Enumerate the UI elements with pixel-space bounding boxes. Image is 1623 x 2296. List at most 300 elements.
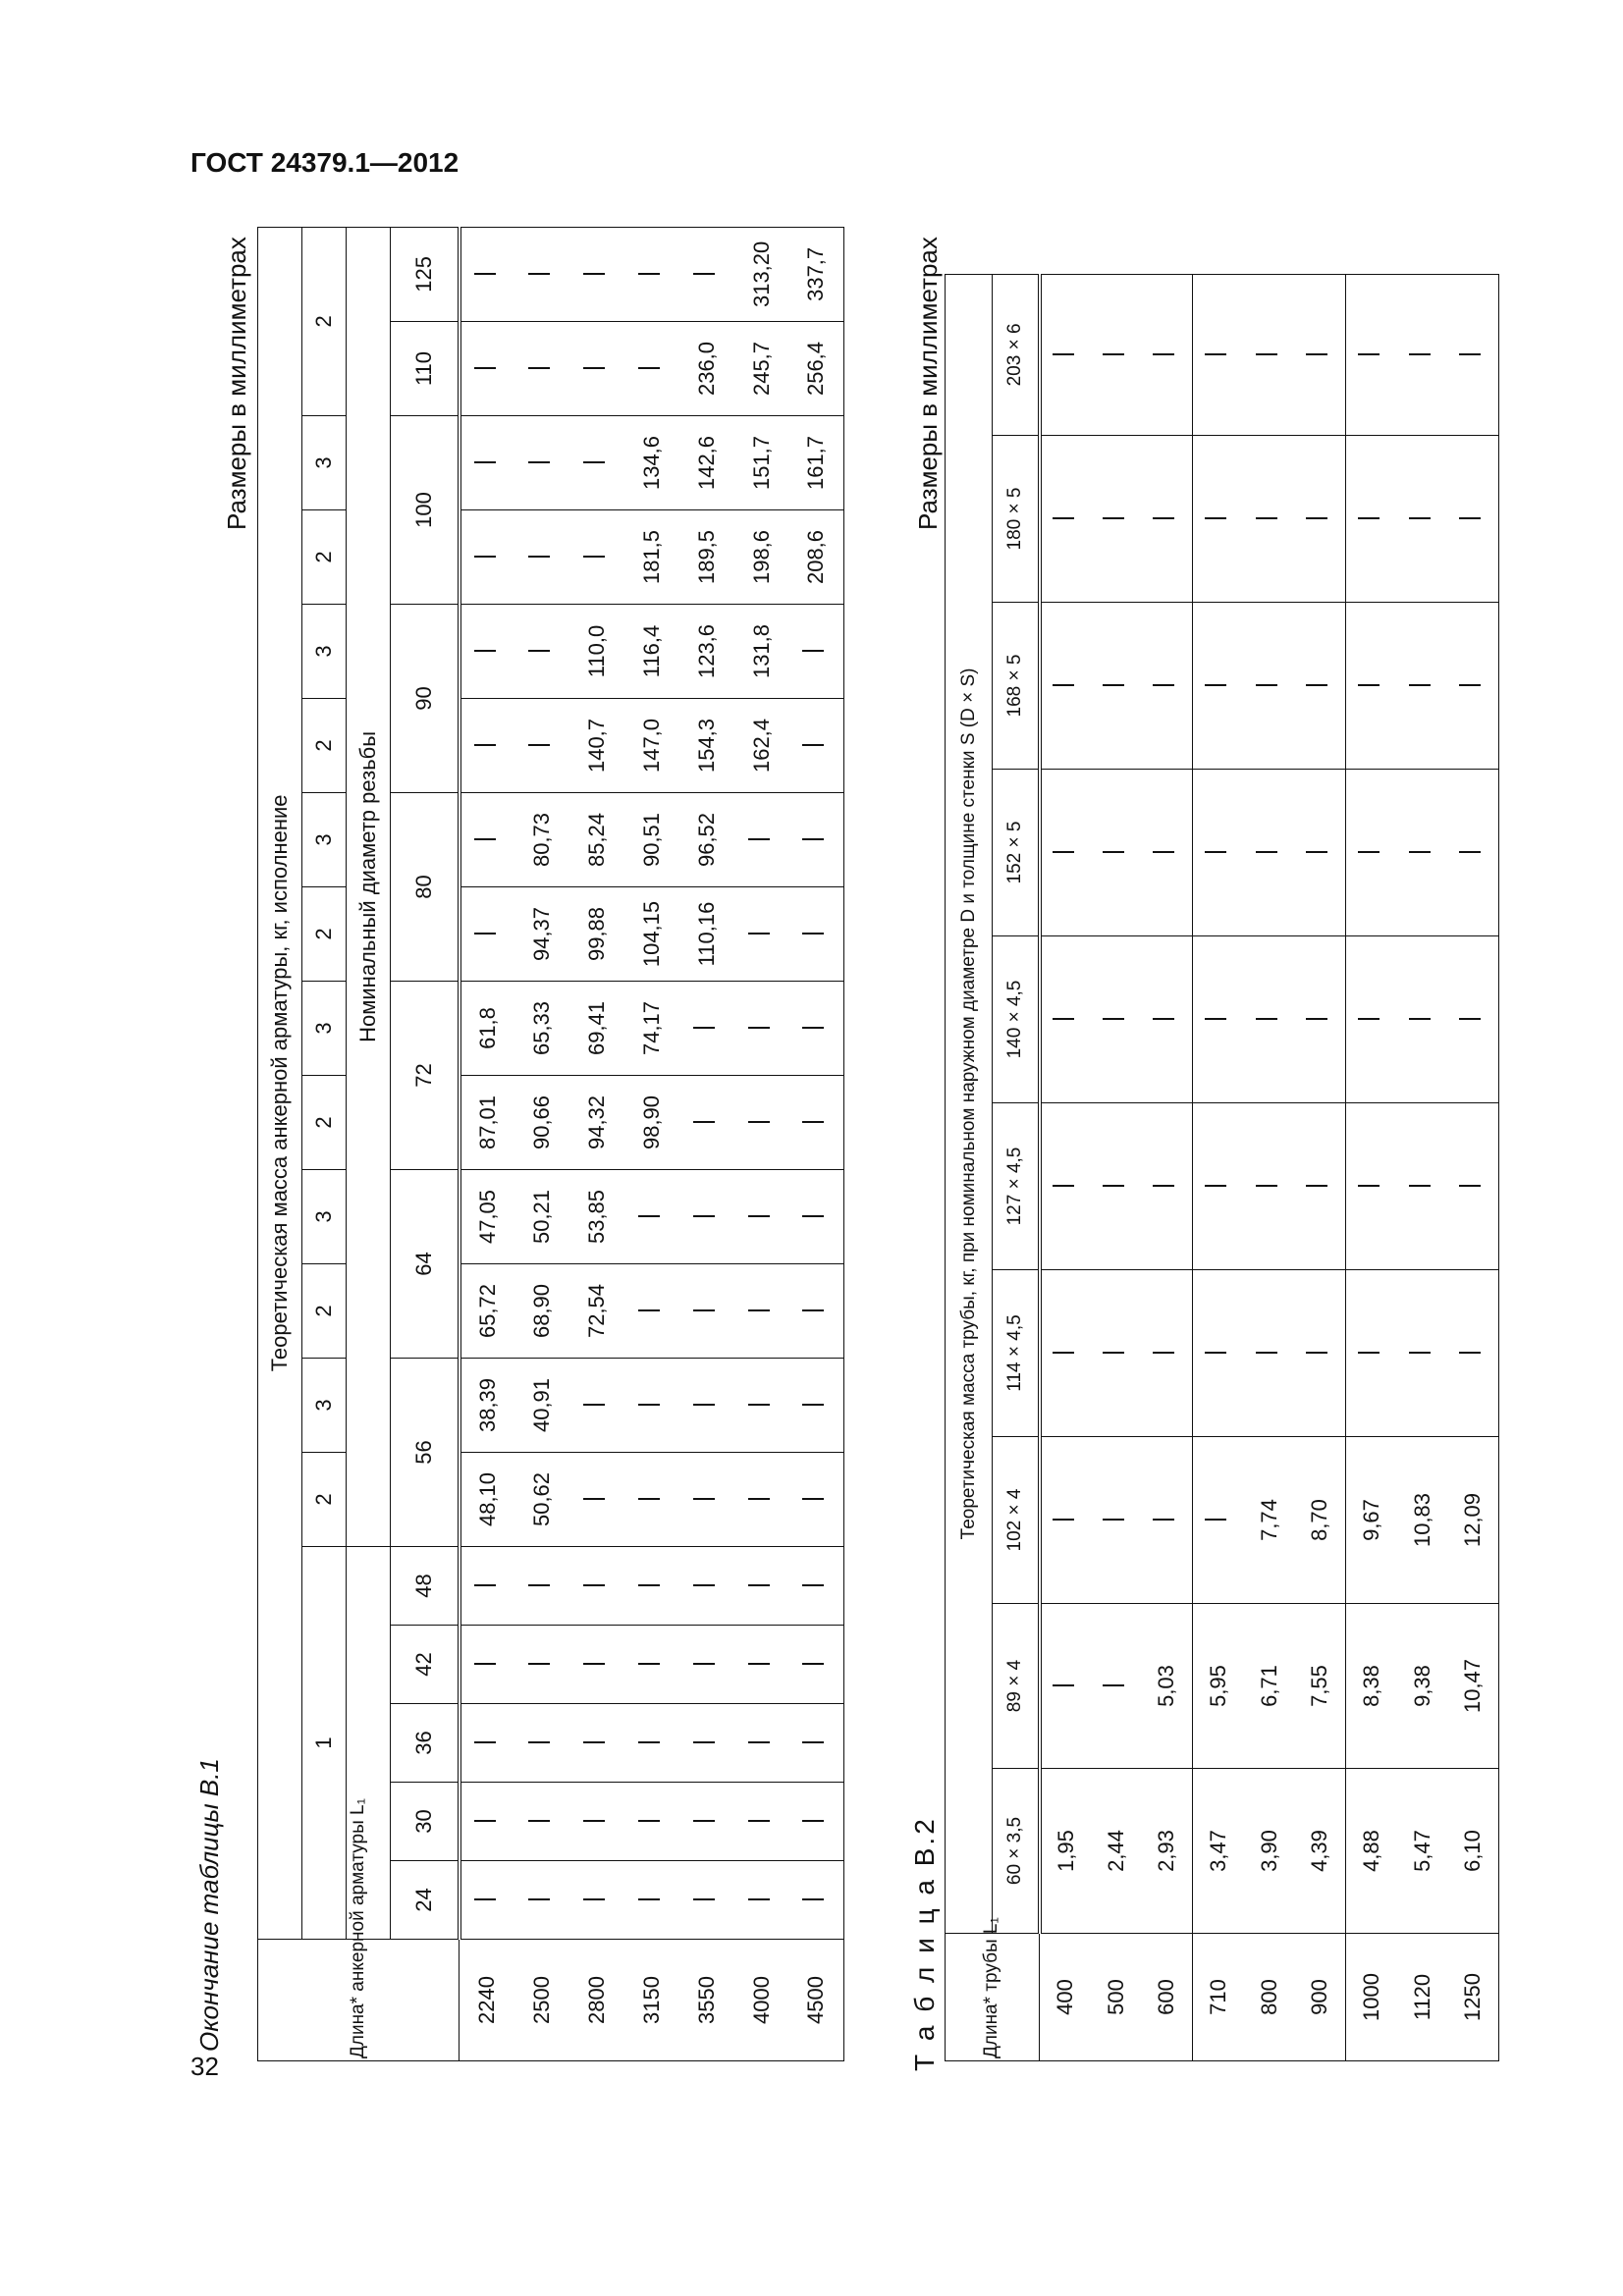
dash-mark: [638, 1310, 660, 1312]
table-cell: 208,6: [789, 510, 844, 605]
dash-mark: [1103, 852, 1124, 854]
table2-units: Размеры в миллиметрах: [913, 237, 943, 530]
table-cell: 162,4: [734, 699, 789, 793]
table-cell: [1091, 1270, 1142, 1437]
table-cell: [789, 1547, 844, 1626]
table-cell: [569, 227, 624, 321]
table-cell: 90,66: [514, 1076, 569, 1170]
table-cell: 12,09: [1448, 1437, 1499, 1604]
table-cell: [624, 1170, 679, 1264]
table-row: [569, 227, 624, 2060]
dash-mark: [638, 1499, 660, 1501]
table-cell: [789, 1783, 844, 1861]
table-cell: 40,91: [514, 1359, 569, 1453]
table-cell: 4,88: [1346, 1769, 1397, 1934]
dash-mark: [583, 1742, 605, 1744]
table-cell: [789, 1264, 844, 1359]
table-cell: [1295, 770, 1346, 936]
table-cell: [1091, 603, 1142, 770]
table-cell: [734, 1783, 789, 1861]
dash-mark: [638, 1405, 660, 1407]
dash-mark: [1053, 1019, 1074, 1021]
row-length: 4000: [734, 1940, 789, 2061]
table-cell: [1142, 603, 1193, 770]
table-cell: 90,51: [624, 793, 679, 887]
table-cell: [1295, 274, 1346, 435]
table-cell: [624, 1704, 679, 1783]
table-cell: 50,21: [514, 1170, 569, 1264]
dash-mark: [802, 1899, 824, 1901]
dash-mark: [1205, 685, 1226, 687]
table-cell: [624, 1359, 679, 1453]
table-cell: 147,0: [624, 699, 679, 793]
table-row: [624, 227, 679, 2060]
dash-mark: [638, 368, 660, 370]
table2-body: [1040, 274, 1499, 2060]
dash-mark: [1153, 685, 1174, 687]
dash-mark: [1153, 1186, 1174, 1188]
table-cell: [460, 1783, 514, 1861]
table-cell: 94,32: [569, 1076, 624, 1170]
table-cell: [1295, 1270, 1346, 1437]
table-row: [1091, 274, 1142, 2060]
dash-mark: [748, 1585, 770, 1587]
table1-length-header: Длина* анкерной арматуры L₁: [258, 1940, 460, 2061]
dash-mark: [1053, 353, 1074, 355]
dash-mark: [1459, 518, 1481, 520]
table-cell: 140,7: [569, 699, 624, 793]
table-cell: [1091, 1604, 1142, 1769]
table-cell: 154,3: [679, 699, 734, 793]
table1-body: [460, 227, 844, 2060]
dash-mark: [693, 1664, 715, 1666]
row-length: 400: [1040, 1934, 1091, 2061]
table1-group-header: Теоретическая масса анкерной арматуры, кг, исполнение: [258, 227, 302, 1939]
table-cell: [1397, 770, 1448, 936]
row-length: 4500: [789, 1940, 844, 2061]
column-header: 203 × 6: [993, 274, 1040, 435]
dash-mark: [583, 1499, 605, 1501]
table-cell: 116,4: [624, 605, 679, 699]
table-cell: 74,17: [624, 982, 679, 1076]
table-cell: [1040, 436, 1091, 603]
dash-mark: [1256, 852, 1277, 854]
dash-mark: [1103, 1685, 1124, 1687]
table-cell: [514, 605, 569, 699]
table-cell: [1193, 1270, 1244, 1437]
table-row: [514, 227, 569, 2060]
table-cell: [734, 1704, 789, 1783]
table-cell: [569, 416, 624, 510]
dash-mark: [528, 1821, 550, 1823]
dash-mark: [638, 1742, 660, 1744]
table-cell: [1346, 436, 1397, 603]
dash-mark: [638, 1899, 660, 1901]
table-cell: [679, 1704, 734, 1783]
table-cell: [460, 1704, 514, 1783]
row-length: 800: [1244, 1934, 1295, 2061]
table-cell: [1142, 770, 1193, 936]
dash-mark: [748, 1499, 770, 1501]
dash-mark: [528, 557, 550, 559]
table-cell: [514, 1626, 569, 1704]
table-cell: [1346, 1270, 1397, 1437]
dash-mark: [693, 1499, 715, 1501]
dash-mark: [693, 1216, 715, 1218]
table-cell: [460, 227, 514, 321]
dash-mark: [1053, 1353, 1074, 1355]
table-cell: 10,47: [1448, 1604, 1499, 1769]
table-cell: [1193, 436, 1244, 603]
table-cell: [569, 322, 624, 416]
table-cell: [514, 1861, 569, 1940]
dash-mark: [1358, 852, 1380, 854]
table-cell: [1142, 436, 1193, 603]
dash-mark: [638, 1821, 660, 1823]
dash-mark: [748, 839, 770, 841]
dash-mark: [802, 1028, 824, 1030]
table-cell: [679, 1264, 734, 1359]
table-cell: [460, 510, 514, 605]
dash-mark: [748, 1664, 770, 1666]
dash-mark: [1306, 518, 1327, 520]
table-cell: 134,6: [624, 416, 679, 510]
table-cell: [460, 605, 514, 699]
table-cell: [1448, 274, 1499, 435]
dash-mark: [1256, 685, 1277, 687]
dash-mark: [1205, 1019, 1226, 1021]
table-cell: [569, 1704, 624, 1783]
row-length: 1000: [1346, 1934, 1397, 2061]
table-cell: 7,55: [1295, 1604, 1346, 1769]
table-cell: 245,7: [734, 322, 789, 416]
table-cell: [1040, 274, 1091, 435]
table2-group-header: Теоретическая масса трубы, кг, при номинальном наружном диаметре D и толщине стенки S (D × S): [946, 274, 993, 1933]
table-cell: [1040, 603, 1091, 770]
table-cell: [1091, 936, 1142, 1103]
row-length: 710: [1193, 1934, 1244, 2061]
table-cell: 65,72: [460, 1264, 514, 1359]
dash-mark: [1205, 1186, 1226, 1188]
table-cell: 47,05: [460, 1170, 514, 1264]
dash-mark: [1153, 518, 1174, 520]
table-cell: [624, 322, 679, 416]
table-row: [679, 227, 734, 2060]
table-cell: [789, 1076, 844, 1170]
table-cell: 3,47: [1193, 1769, 1244, 1934]
table-cell: [679, 1861, 734, 1940]
table-cell: [1346, 936, 1397, 1103]
table-cell: [789, 887, 844, 982]
table-cell: [1295, 436, 1346, 603]
table-cell: [789, 1453, 844, 1547]
dash-mark: [638, 273, 660, 275]
column-header: 89 × 4: [993, 1604, 1040, 1769]
dash-mark: [1459, 1019, 1481, 1021]
table-row: [1193, 274, 1244, 2060]
dash-mark: [693, 1122, 715, 1124]
table-cell: 6,71: [1244, 1604, 1295, 1769]
dash-mark: [1358, 1019, 1380, 1021]
table-cell: [789, 982, 844, 1076]
dash-mark: [802, 1122, 824, 1124]
table-cell: [679, 1626, 734, 1704]
dash-mark: [528, 462, 550, 464]
table-cell: [1193, 603, 1244, 770]
dash-mark: [1205, 1520, 1226, 1522]
table1-units: Размеры в миллиметрах: [222, 237, 251, 530]
table-row: [460, 227, 514, 2060]
dash-mark: [1053, 852, 1074, 854]
table-cell: [569, 1861, 624, 1940]
column-header: 60 × 3,5: [993, 1769, 1040, 1934]
table-cell: [569, 1547, 624, 1626]
dash-mark: [528, 745, 550, 747]
table-cell: [1040, 1270, 1091, 1437]
dash-mark: [748, 1216, 770, 1218]
dash-mark: [1103, 1353, 1124, 1355]
dash-mark: [474, 934, 496, 935]
table-cell: [1244, 936, 1295, 1103]
dash-mark: [474, 1664, 496, 1666]
dash-mark: [1459, 852, 1481, 854]
dash-mark: [474, 651, 496, 653]
dash-mark: [1306, 685, 1327, 687]
table-cell: [1193, 770, 1244, 936]
table2-length-header: Длина* трубы L₁: [946, 1934, 1040, 2061]
dash-mark: [1306, 353, 1327, 355]
table2: [945, 274, 1499, 2061]
table-cell: [514, 1547, 569, 1626]
dash-mark: [528, 651, 550, 653]
dash-mark: [1409, 685, 1431, 687]
table-cell: [1397, 274, 1448, 435]
table-cell: [734, 887, 789, 982]
table-cell: [1193, 274, 1244, 435]
dash-mark: [583, 1821, 605, 1823]
table-cell: [514, 416, 569, 510]
table1-caption: Окончание таблицы В.1: [194, 1758, 224, 2052]
table-cell: [514, 227, 569, 321]
table-cell: 85,24: [569, 793, 624, 887]
dash-mark: [693, 1310, 715, 1312]
table-cell: 99,88: [569, 887, 624, 982]
dash-mark: [802, 839, 824, 841]
table-cell: [1397, 936, 1448, 1103]
dash-mark: [1358, 518, 1380, 520]
dash-mark: [802, 1216, 824, 1218]
dash-mark: [802, 1405, 824, 1407]
dash-mark: [802, 1499, 824, 1501]
dash-mark: [1409, 353, 1431, 355]
dash-mark: [1306, 1353, 1327, 1355]
table-cell: [1142, 1437, 1193, 1604]
dash-mark: [1205, 353, 1226, 355]
table-cell: [514, 1704, 569, 1783]
table-cell: [734, 1453, 789, 1547]
table-cell: 7,74: [1244, 1437, 1295, 1604]
table-cell: 110,0: [569, 605, 624, 699]
dash-mark: [528, 1899, 550, 1901]
table-cell: 142,6: [679, 416, 734, 510]
column-header: 180 × 5: [993, 436, 1040, 603]
table-cell: [789, 1170, 844, 1264]
table-cell: [789, 1359, 844, 1453]
dash-mark: [1256, 353, 1277, 355]
column-header: 102 × 4: [993, 1437, 1040, 1604]
table-cell: 8,38: [1346, 1604, 1397, 1769]
dash-mark: [1358, 1353, 1380, 1355]
table-cell: [789, 1704, 844, 1783]
table-cell: [734, 982, 789, 1076]
dash-mark: [1256, 518, 1277, 520]
dash-mark: [1256, 1186, 1277, 1188]
dash-mark: [528, 1742, 550, 1744]
table-cell: 131,8: [734, 605, 789, 699]
table-cell: 189,5: [679, 510, 734, 605]
table-cell: [1346, 1103, 1397, 1270]
table-cell: [1091, 1437, 1142, 1604]
table-cell: [789, 793, 844, 887]
table-cell: 198,6: [734, 510, 789, 605]
table-cell: 123,6: [679, 605, 734, 699]
table-cell: [1040, 936, 1091, 1103]
table-cell: [1244, 1103, 1295, 1270]
dash-mark: [474, 839, 496, 841]
table-cell: 50,62: [514, 1453, 569, 1547]
table-row: [1040, 274, 1091, 2060]
table-cell: [1142, 1270, 1193, 1437]
dash-mark: [474, 557, 496, 559]
table-cell: [1397, 1103, 1448, 1270]
table-cell: [679, 982, 734, 1076]
table-cell: 337,7: [789, 227, 844, 321]
table-cell: [569, 1359, 624, 1453]
table-cell: [679, 1359, 734, 1453]
table-cell: [789, 1626, 844, 1704]
dash-mark: [1153, 1520, 1174, 1522]
dash-mark: [528, 368, 550, 370]
dash-mark: [528, 273, 550, 275]
table-cell: [1295, 1103, 1346, 1270]
table-cell: 9,67: [1346, 1437, 1397, 1604]
table-cell: [1397, 1270, 1448, 1437]
table-cell: [569, 1626, 624, 1704]
table-row: [1448, 274, 1499, 2060]
table1-exec1: 1: [302, 1547, 347, 1940]
table-cell: [734, 1359, 789, 1453]
table-cell: [1244, 770, 1295, 936]
dash-mark: [802, 1664, 824, 1666]
table1-container: [257, 227, 844, 2061]
dash-mark: [1459, 685, 1481, 687]
table-cell: [1448, 770, 1499, 936]
table1-exec2: 2: [302, 227, 347, 415]
dash-mark: [583, 368, 605, 370]
table-cell: [514, 699, 569, 793]
dash-mark: [1256, 1019, 1277, 1021]
table-cell: [1091, 1103, 1142, 1270]
table-cell: 69,41: [569, 982, 624, 1076]
dash-mark: [1103, 353, 1124, 355]
dash-mark: [1306, 852, 1327, 854]
table-row: [1346, 274, 1397, 2060]
table-cell: [789, 699, 844, 793]
row-length: 500: [1091, 1934, 1142, 2061]
dash-mark: [1153, 1353, 1174, 1355]
document-header: ГОСТ 24379.1—2012: [190, 147, 460, 178]
dash-mark: [1205, 852, 1226, 854]
dash-mark: [802, 1742, 824, 1744]
row-length: 1250: [1448, 1934, 1499, 2061]
table-cell: [1040, 770, 1091, 936]
table-cell: [624, 1861, 679, 1940]
table-cell: 313,20: [734, 227, 789, 321]
table-cell: [1244, 436, 1295, 603]
dash-mark: [474, 1742, 496, 1744]
dash-mark: [748, 1310, 770, 1312]
dash-mark: [748, 1742, 770, 1744]
table-cell: 2,93: [1142, 1769, 1193, 1934]
dash-mark: [638, 1585, 660, 1587]
dash-mark: [474, 273, 496, 275]
dash-mark: [1053, 1520, 1074, 1522]
table-cell: [1448, 936, 1499, 1103]
dash-mark: [1409, 1186, 1431, 1188]
table-cell: 61,8: [460, 982, 514, 1076]
table-cell: [624, 1547, 679, 1626]
dash-mark: [638, 1216, 660, 1218]
table-cell: 98,90: [624, 1076, 679, 1170]
dash-mark: [1409, 1019, 1431, 1021]
table-cell: [1142, 274, 1193, 435]
dash-mark: [802, 745, 824, 747]
table-cell: 161,7: [789, 416, 844, 510]
dash-mark: [1409, 518, 1431, 520]
table-cell: [460, 1626, 514, 1704]
dash-mark: [638, 1664, 660, 1666]
dash-mark: [693, 273, 715, 275]
dash-mark: [693, 1821, 715, 1823]
column-header: 127 × 4,5: [993, 1103, 1040, 1270]
dash-mark: [583, 557, 605, 559]
table-cell: [624, 227, 679, 321]
table-cell: [1040, 1103, 1091, 1270]
table-row: [1295, 274, 1346, 2060]
dash-mark: [528, 1664, 550, 1666]
table-cell: 53,85: [569, 1170, 624, 1264]
table-cell: [789, 1861, 844, 1940]
column-header: 114 × 4,5: [993, 1270, 1040, 1437]
table-cell: [1244, 1270, 1295, 1437]
table-cell: [514, 322, 569, 416]
table-cell: 3,90: [1244, 1769, 1295, 1934]
table-cell: [734, 1861, 789, 1940]
table-cell: 181,5: [624, 510, 679, 605]
table-cell: 236,0: [679, 322, 734, 416]
table-cell: 151,7: [734, 416, 789, 510]
table-cell: 94,37: [514, 887, 569, 982]
table-cell: [624, 1783, 679, 1861]
row-length: 3550: [679, 1940, 734, 2061]
dash-mark: [1358, 1186, 1380, 1188]
table-cell: [1142, 936, 1193, 1103]
table-cell: [1040, 1604, 1091, 1769]
dash-mark: [693, 1742, 715, 1744]
dash-mark: [474, 1899, 496, 1901]
table-cell: [1448, 436, 1499, 603]
dash-mark: [1306, 1186, 1327, 1188]
